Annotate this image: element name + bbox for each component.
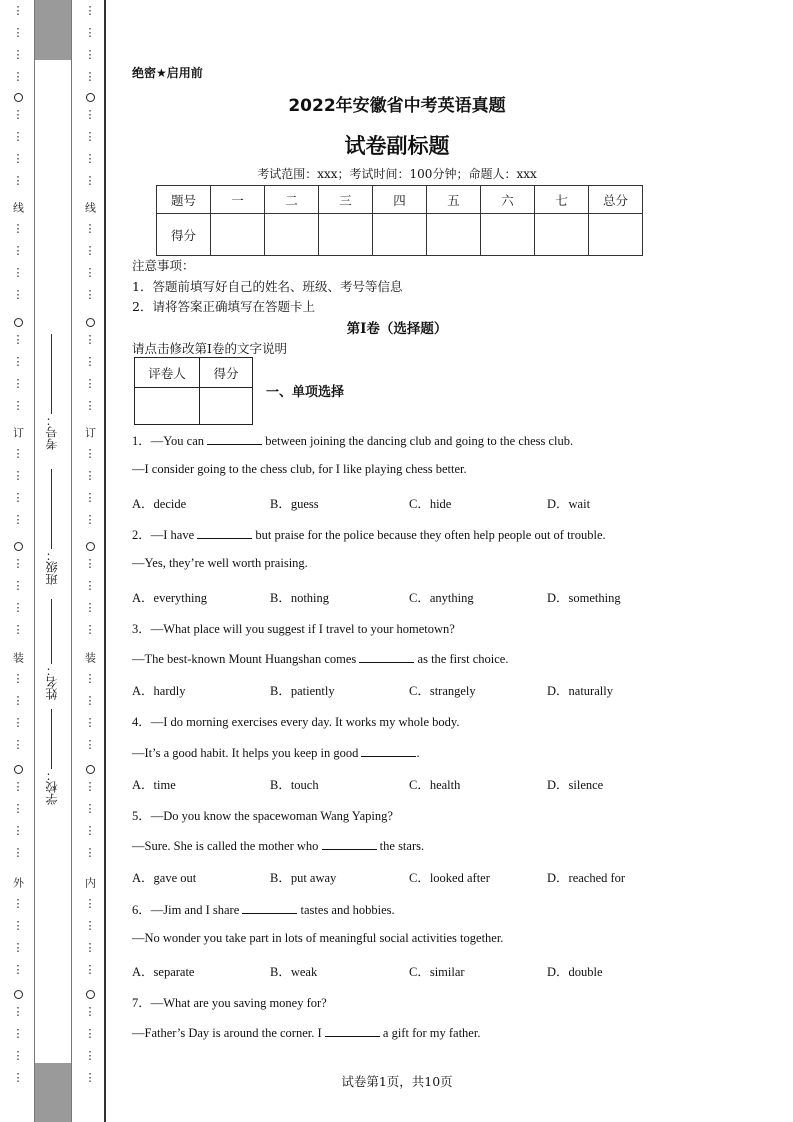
binding-dots: ⋮ bbox=[84, 333, 96, 346]
binding-circle-icon bbox=[86, 990, 95, 999]
option-c[interactable]: C．anything bbox=[409, 591, 474, 605]
binding-circle-icon bbox=[86, 765, 95, 774]
answer-blank bbox=[207, 432, 262, 445]
notes-heading: 注意事项： bbox=[132, 258, 195, 273]
binding-dots: ⋮ bbox=[12, 802, 24, 815]
binding-dots: ⋮ bbox=[12, 48, 24, 61]
question-6 bbox=[132, 900, 395, 918]
binding-dots: ⋮ bbox=[12, 846, 24, 859]
volume-title: 第I卷（选择题） bbox=[346, 321, 448, 337]
binding-dots: ⋮ bbox=[12, 919, 24, 932]
option-d[interactable]: D．naturally bbox=[547, 684, 613, 698]
question-text: 6．—Jim and I share bbox=[132, 903, 240, 917]
volume-description[interactable]: 请点击修改第I卷的文字说明 bbox=[132, 341, 287, 356]
binding-dots: ⋮ bbox=[84, 1049, 96, 1062]
exam-no-label: 考号： bbox=[45, 414, 59, 450]
student-info-fields bbox=[39, 320, 67, 820]
binding-dots: ⋮ bbox=[84, 919, 96, 932]
binding-strip bbox=[34, 0, 72, 1122]
binding-seal-char: 装 bbox=[11, 652, 25, 663]
binding-dots: ⋮ bbox=[84, 469, 96, 482]
binding-dots: ⋮ bbox=[84, 377, 96, 390]
binding-dots: ⋮ bbox=[84, 1005, 96, 1018]
binding-dots: ⋮ bbox=[84, 70, 96, 83]
binding-dots: ⋮ bbox=[84, 244, 96, 257]
name-field[interactable] bbox=[43, 590, 60, 700]
option-b[interactable]: B．weak bbox=[270, 965, 318, 979]
page-footer: 试卷第1页，共10页 bbox=[341, 1074, 453, 1089]
score-header-cell: 一 bbox=[211, 186, 265, 214]
exam-title: 2022年安徽省中考英语真题 bbox=[288, 96, 506, 116]
option-d[interactable]: D．reached for bbox=[547, 871, 626, 885]
binding-dots: ⋮ bbox=[12, 108, 24, 121]
score-cell[interactable] bbox=[481, 214, 535, 256]
binding-dots: ⋮ bbox=[12, 377, 24, 390]
binding-dots: ⋮ bbox=[12, 70, 24, 83]
binding-dots: ⋮ bbox=[84, 152, 96, 165]
class-line bbox=[51, 469, 52, 549]
binding-circle-icon bbox=[14, 318, 23, 327]
exam-no-field[interactable] bbox=[43, 320, 60, 450]
binding-seal-char: 外 bbox=[11, 877, 25, 888]
grader-cell[interactable] bbox=[135, 388, 200, 425]
binding-dots: ⋮ bbox=[84, 963, 96, 976]
score-table-header-row bbox=[157, 186, 643, 214]
binding-dots: ⋮ bbox=[12, 4, 24, 17]
binding-dots: ⋮ bbox=[12, 1005, 24, 1018]
score-header-cell: 三 bbox=[319, 186, 373, 214]
binding-dots: ⋮ bbox=[84, 513, 96, 526]
binding-dots: ⋮ bbox=[12, 355, 24, 368]
option-d[interactable]: D．double bbox=[547, 965, 603, 979]
binding-seal-char: 内 bbox=[83, 877, 97, 888]
score-cell[interactable] bbox=[265, 214, 319, 256]
outer-binding-column bbox=[12, 0, 24, 1122]
binding-dots: ⋮ bbox=[84, 716, 96, 729]
notes bbox=[132, 256, 402, 318]
binding-seal-char: 线 bbox=[11, 202, 25, 213]
score-header-cell: 五 bbox=[427, 186, 481, 214]
question-text: —It’s a good habit. It helps you keep in good bbox=[132, 746, 359, 760]
binding-dots: ⋮ bbox=[12, 152, 24, 165]
binding-dots: ⋮ bbox=[84, 623, 96, 636]
binding-dots: ⋮ bbox=[84, 846, 96, 859]
binding-circle-icon bbox=[14, 990, 23, 999]
binding-dots: ⋮ bbox=[84, 579, 96, 592]
binding-dots: ⋮ bbox=[12, 623, 24, 636]
binding-dots: ⋮ bbox=[12, 1071, 24, 1084]
binding-dots: ⋮ bbox=[84, 601, 96, 614]
binding-dots: ⋮ bbox=[84, 824, 96, 837]
score-header-cell: 题号 bbox=[157, 186, 211, 214]
grader-score-cell[interactable] bbox=[200, 388, 253, 425]
binding-dots: ⋮ bbox=[84, 266, 96, 279]
question-7: 7．—What are you saving money for? bbox=[132, 996, 327, 1010]
answer-blank bbox=[325, 1024, 380, 1037]
binding-dots: ⋮ bbox=[12, 333, 24, 346]
binding-dots: ⋮ bbox=[12, 491, 24, 504]
binding-dots: ⋮ bbox=[12, 513, 24, 526]
option-a[interactable]: A．separate bbox=[132, 965, 195, 979]
answer-blank bbox=[359, 650, 414, 663]
exam-info: 考试范围：xxx；考试时间：100分钟；命题人：xxx bbox=[257, 167, 537, 181]
question-text: —Father’s Day is around the corner. I bbox=[132, 1026, 322, 1040]
school-field[interactable] bbox=[43, 705, 60, 805]
question-text: . bbox=[416, 746, 420, 760]
question-2-reply: —Yes, they’re well worth praising. bbox=[132, 556, 308, 570]
binding-circle-icon bbox=[14, 765, 23, 774]
binding-dots: ⋮ bbox=[84, 1027, 96, 1040]
question-4-reply bbox=[132, 744, 420, 761]
binding-dots: ⋮ bbox=[84, 108, 96, 121]
binding-dots: ⋮ bbox=[12, 244, 24, 257]
option-c[interactable]: C．hide bbox=[409, 497, 452, 511]
question-3: 3．—What place will you suggest if I travel to your hometown? bbox=[132, 622, 455, 636]
question-6-reply: —No wonder you take part in lots of meaningful social activities together. bbox=[132, 931, 504, 945]
option-a[interactable]: A．decide bbox=[132, 497, 187, 511]
question-text: tastes and hobbies. bbox=[300, 903, 395, 917]
binding-dots: ⋮ bbox=[12, 288, 24, 301]
binding-dots: ⋮ bbox=[84, 399, 96, 412]
binding-rule bbox=[104, 0, 106, 1122]
binding-circle-icon bbox=[14, 93, 23, 102]
question-1 bbox=[132, 431, 573, 449]
score-cell[interactable] bbox=[373, 214, 427, 256]
school-line bbox=[51, 709, 52, 769]
option-b[interactable]: B．nothing bbox=[270, 591, 330, 605]
binding-dots: ⋮ bbox=[12, 1049, 24, 1062]
option-a[interactable]: A．time bbox=[132, 778, 176, 792]
binding-dots: ⋮ bbox=[84, 941, 96, 954]
name-label: 姓名： bbox=[45, 664, 59, 700]
binding-circle-icon bbox=[86, 542, 95, 551]
binding-dots: ⋮ bbox=[84, 557, 96, 570]
score-header-cell: 六 bbox=[481, 186, 535, 214]
binding-dots: ⋮ bbox=[84, 174, 96, 187]
name-line bbox=[51, 599, 52, 664]
binding-dots: ⋮ bbox=[84, 897, 96, 910]
question-5: 5．—Do you know the spacewoman Wang Yaping? bbox=[132, 809, 393, 823]
strip-bottom-block bbox=[35, 1063, 71, 1122]
grader-score-label: 得分 bbox=[200, 358, 253, 388]
binding-dots: ⋮ bbox=[84, 26, 96, 39]
score-cell[interactable] bbox=[535, 214, 589, 256]
binding-dots: ⋮ bbox=[12, 738, 24, 751]
score-header-cell: 二 bbox=[265, 186, 319, 214]
option-c[interactable]: C．health bbox=[409, 778, 461, 792]
option-b[interactable]: B．touch bbox=[270, 778, 319, 792]
grader-label: 评卷人 bbox=[135, 358, 200, 388]
binding-seal-char: 装 bbox=[83, 652, 97, 663]
binding-dots: ⋮ bbox=[84, 694, 96, 707]
binding-dots: ⋮ bbox=[84, 491, 96, 504]
binding-dots: ⋮ bbox=[84, 738, 96, 751]
binding-dots: ⋮ bbox=[84, 288, 96, 301]
question-7-reply bbox=[132, 1024, 480, 1041]
binding-seal-char: 订 bbox=[83, 427, 97, 438]
question-3-reply bbox=[132, 650, 508, 667]
binding-dots: ⋮ bbox=[84, 780, 96, 793]
class-field[interactable] bbox=[43, 460, 60, 585]
answer-blank bbox=[197, 526, 252, 539]
question-text: 2．—I have bbox=[132, 528, 195, 542]
question-text: —The best-known Mount Huangshan comes bbox=[132, 652, 357, 666]
binding-dots: ⋮ bbox=[12, 222, 24, 235]
option-c[interactable]: C．strangely bbox=[409, 684, 476, 698]
binding-dots: ⋮ bbox=[12, 266, 24, 279]
question-text: as the first choice. bbox=[417, 652, 509, 666]
binding-dots: ⋮ bbox=[84, 355, 96, 368]
notes-item: 1．答题前填写好自己的姓名、班级、考号等信息 bbox=[132, 278, 403, 294]
binding-dots: ⋮ bbox=[12, 897, 24, 910]
binding-dots: ⋮ bbox=[84, 222, 96, 235]
binding-dots: ⋮ bbox=[12, 1027, 24, 1040]
grader-table bbox=[134, 357, 253, 425]
question-text: the stars. bbox=[379, 839, 425, 853]
binding-dots: ⋮ bbox=[12, 672, 24, 685]
score-cell[interactable] bbox=[211, 214, 265, 256]
binding-dots: ⋮ bbox=[84, 4, 96, 17]
option-d[interactable]: D．something bbox=[547, 591, 621, 605]
section-title: 一、单项选择 bbox=[266, 385, 345, 400]
binding-dots: ⋮ bbox=[84, 447, 96, 460]
score-table-score-row bbox=[157, 214, 643, 256]
answer-blank bbox=[242, 901, 297, 914]
binding-dots: ⋮ bbox=[12, 963, 24, 976]
binding-dots: ⋮ bbox=[12, 447, 24, 460]
score-cell[interactable] bbox=[319, 214, 373, 256]
question-text: a gift for my father. bbox=[382, 1026, 481, 1040]
binding-dots: ⋮ bbox=[12, 716, 24, 729]
binding-dots: ⋮ bbox=[12, 469, 24, 482]
inner-binding-column bbox=[84, 0, 96, 1122]
option-d[interactable]: D．wait bbox=[547, 497, 591, 511]
option-a[interactable]: A．hardly bbox=[132, 684, 186, 698]
question-5-reply bbox=[132, 837, 424, 854]
binding-dots: ⋮ bbox=[12, 26, 24, 39]
answer-blank bbox=[322, 837, 377, 850]
option-c[interactable]: C．similar bbox=[409, 965, 465, 979]
secret-label: 绝密★启用前 bbox=[132, 66, 203, 80]
option-d[interactable]: D．silence bbox=[547, 778, 604, 792]
class-label: 班级： bbox=[45, 549, 59, 585]
question-text: but praise for the police because they often help people out of trouble. bbox=[255, 528, 606, 542]
binding-seal-char: 订 bbox=[11, 427, 25, 438]
question-4: 4．—I do morning exercises every day. It works my whole body. bbox=[132, 715, 460, 729]
binding-dots: ⋮ bbox=[84, 802, 96, 815]
question-text: between joining the dancing club and going to the chess club. bbox=[265, 434, 574, 448]
binding-dots: ⋮ bbox=[84, 130, 96, 143]
option-a[interactable]: A．everything bbox=[132, 591, 207, 605]
school-label: 学校： bbox=[45, 769, 59, 805]
score-cell[interactable] bbox=[427, 214, 481, 256]
notes-item: 2．请将答案正确填写在答题卡上 bbox=[132, 299, 315, 314]
strip-top-block bbox=[35, 0, 71, 60]
binding-dots: ⋮ bbox=[12, 557, 24, 570]
binding-circle-icon bbox=[14, 542, 23, 551]
option-b[interactable]: B．guess bbox=[270, 497, 319, 511]
binding-circle-icon bbox=[86, 93, 95, 102]
binding-dots: ⋮ bbox=[12, 399, 24, 412]
binding-dots: ⋮ bbox=[84, 672, 96, 685]
exam-subtitle: 试卷副标题 bbox=[344, 134, 450, 158]
score-header-cell: 七 bbox=[535, 186, 589, 214]
binding-dots: ⋮ bbox=[12, 824, 24, 837]
binding-dots: ⋮ bbox=[12, 780, 24, 793]
question-2 bbox=[132, 525, 606, 543]
question-text: 1．—You can bbox=[132, 434, 204, 448]
binding-dots: ⋮ bbox=[12, 694, 24, 707]
option-b[interactable]: B．put away bbox=[270, 871, 337, 885]
binding-dots: ⋮ bbox=[12, 601, 24, 614]
score-row-label: 得分 bbox=[157, 214, 211, 256]
score-cell[interactable] bbox=[589, 214, 643, 256]
binding-dots: ⋮ bbox=[84, 48, 96, 61]
binding-dots: ⋮ bbox=[84, 1071, 96, 1084]
option-b[interactable]: B．patiently bbox=[270, 684, 335, 698]
binding-dots: ⋮ bbox=[12, 579, 24, 592]
exam-no-line bbox=[51, 334, 52, 414]
question-1-reply: —I consider going to the chess club, for I like playing chess better. bbox=[132, 462, 467, 476]
binding-seal-char: 线 bbox=[83, 202, 97, 213]
binding-dots: ⋮ bbox=[12, 941, 24, 954]
binding-dots: ⋮ bbox=[12, 174, 24, 187]
answer-blank bbox=[361, 744, 416, 757]
score-header-cell: 四 bbox=[373, 186, 427, 214]
binding-circle-icon bbox=[86, 318, 95, 327]
option-a[interactable]: A．gave out bbox=[132, 871, 197, 885]
question-text: —Sure. She is called the mother who bbox=[132, 839, 319, 853]
score-table bbox=[156, 185, 643, 256]
binding-dots: ⋮ bbox=[12, 130, 24, 143]
score-header-cell: 总分 bbox=[589, 186, 643, 214]
option-c[interactable]: C．looked after bbox=[409, 871, 490, 885]
